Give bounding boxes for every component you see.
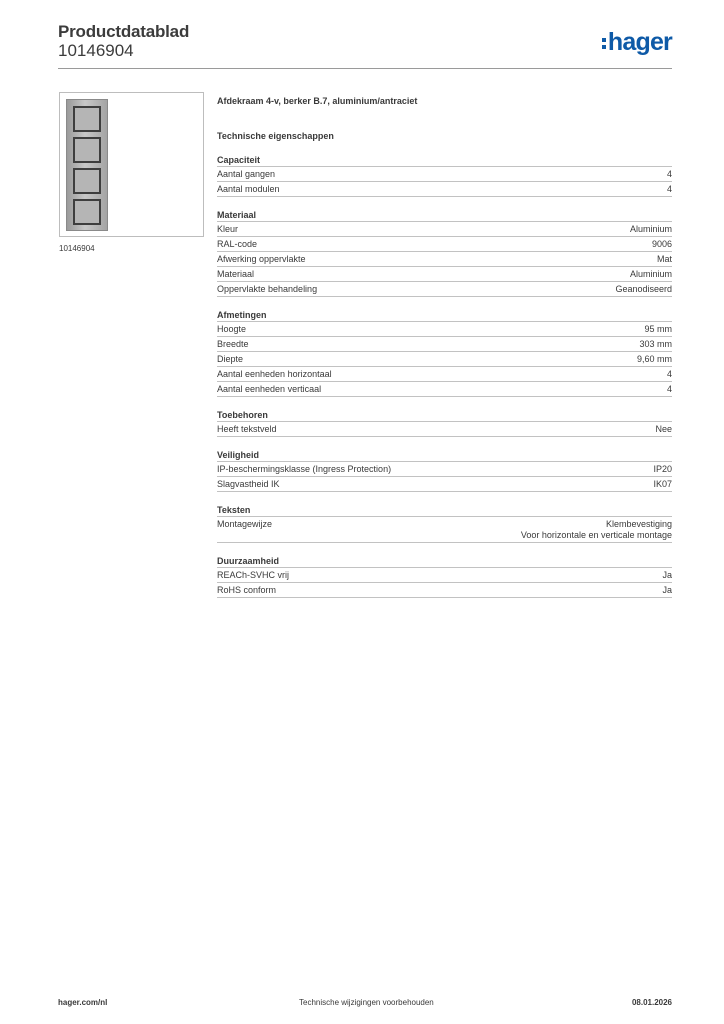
spec-value — [521, 519, 672, 541]
spec-label: Slagvastheid IK — [217, 479, 280, 489]
spec-group — [217, 409, 672, 437]
spec-value — [653, 464, 672, 475]
spec-value — [639, 339, 672, 350]
logo-dots-icon — [602, 38, 606, 49]
spec-group — [217, 504, 672, 543]
spec-label: Aantal eenheden horizontaal — [217, 369, 332, 379]
spec-row — [217, 583, 672, 598]
spec-label: Afwerking oppervlakte — [217, 254, 306, 264]
spec-group — [217, 309, 672, 397]
spec-value-line: Klembevestiging — [605, 519, 672, 529]
group-title: Veiligheid — [217, 449, 672, 462]
spec-value — [667, 369, 672, 380]
frame-slot — [73, 106, 101, 132]
spec-row — [217, 182, 672, 197]
spec-value-line: Geanodiseerd — [615, 284, 672, 294]
spec-label: Diepte — [217, 354, 244, 364]
spec-value — [644, 324, 672, 335]
spec-value — [667, 384, 672, 395]
logo-text: hager — [607, 27, 672, 56]
spec-row — [217, 352, 672, 367]
spec-value-line: Voor horizontale en verticale montage — [520, 530, 672, 540]
spec-value-line: Aluminium — [629, 224, 672, 234]
spec-value — [667, 169, 672, 180]
footer-date: 08.01.2026 — [631, 998, 672, 1007]
spec-value-line: Mat — [656, 254, 672, 264]
spec-label: Heeft tekstveld — [217, 424, 277, 434]
spec-group — [217, 209, 672, 297]
spec-label: IP-beschermingsklasse (Ingress Protection) — [217, 464, 392, 474]
spec-value — [662, 570, 672, 581]
frame-slot — [73, 168, 101, 194]
spec-value-line: 95 mm — [644, 324, 672, 334]
group-title: Materiaal — [217, 209, 672, 222]
spec-label: RAL-code — [217, 239, 258, 249]
spec-value-line: Nee — [655, 424, 672, 434]
spec-value — [615, 284, 672, 295]
spec-row — [217, 252, 672, 267]
frame-slot — [73, 137, 101, 163]
spec-row — [217, 267, 672, 282]
spec-label: Kleur — [217, 224, 239, 234]
spec-row — [217, 237, 672, 252]
spec-label: Aantal eenheden verticaal — [217, 384, 322, 394]
footer-website[interactable]: hager.com/nl — [58, 998, 108, 1007]
spec-row — [217, 568, 672, 583]
spec-group — [217, 555, 672, 598]
spec-row — [217, 517, 672, 543]
spec-groups — [217, 154, 672, 598]
spec-value-line: 4 — [666, 369, 672, 379]
spec-label: Hoogte — [217, 324, 247, 334]
spec-label: Breedte — [217, 339, 249, 349]
spec-row — [217, 367, 672, 382]
spec-row — [217, 382, 672, 397]
page-header — [58, 22, 672, 70]
page-footer — [58, 998, 672, 1012]
product-name: Afdekraam 4-v, berker B.7, aluminium/antraciet — [217, 96, 418, 106]
spec-value-line: IP20 — [653, 464, 672, 474]
spec-label: Aantal modulen — [217, 184, 280, 194]
cover-frame-icon — [66, 99, 108, 231]
spec-row — [217, 167, 672, 182]
spec-group — [217, 154, 672, 197]
spec-label: REACh-SVHC vrij — [217, 570, 290, 580]
spec-value — [630, 269, 672, 280]
header-divider — [58, 68, 672, 69]
spec-row — [217, 337, 672, 352]
group-title: Duurzaamheid — [217, 555, 672, 568]
frame-slot — [73, 199, 101, 225]
spec-group — [217, 449, 672, 492]
spec-value-line: 9,60 mm — [636, 354, 672, 364]
footer-disclaimer: Technische wijzigingen voorbehouden — [299, 998, 434, 1007]
spec-label: Materiaal — [217, 269, 255, 279]
spec-value-line: Ja — [662, 570, 672, 580]
spec-row — [217, 222, 672, 237]
group-title: Afmetingen — [217, 309, 672, 322]
section-label: Technische eigenschappen — [217, 131, 334, 141]
spec-value — [655, 424, 672, 435]
spec-value-line: Ja — [662, 585, 672, 595]
spec-value-line: 4 — [666, 184, 672, 194]
group-title: Teksten — [217, 504, 672, 517]
spec-value-line: 4 — [666, 169, 672, 179]
spec-value-line: 303 mm — [639, 339, 672, 349]
spec-label: Montagewijze — [217, 519, 273, 529]
spec-value — [630, 224, 672, 235]
group-title: Toebehoren — [217, 409, 672, 422]
spec-row — [217, 422, 672, 437]
spec-value-line: IK07 — [653, 479, 672, 489]
group-title: Capaciteit — [217, 154, 672, 167]
spec-row — [217, 462, 672, 477]
spec-value — [637, 354, 672, 365]
product-specs — [217, 96, 672, 610]
spec-value — [667, 184, 672, 195]
spec-label: Aantal gangen — [217, 169, 276, 179]
spec-value — [662, 585, 672, 596]
image-caption: 10146904 — [59, 244, 95, 253]
hager-logo — [602, 28, 672, 56]
document-number: 10146904 — [58, 41, 134, 60]
spec-value-line: 4 — [666, 384, 672, 394]
spec-value-line: 9006 — [651, 239, 672, 249]
spec-row — [217, 282, 672, 297]
spec-value-line: Aluminium — [629, 269, 672, 279]
spec-value — [657, 254, 672, 265]
spec-value — [653, 479, 672, 490]
spec-row — [217, 322, 672, 337]
spec-label: Oppervlakte behandeling — [217, 284, 318, 294]
spec-label: RoHS conform — [217, 585, 277, 595]
spec-value — [652, 239, 672, 250]
product-image — [59, 92, 204, 237]
document-title: Productdatablad — [58, 22, 190, 41]
spec-row — [217, 477, 672, 492]
